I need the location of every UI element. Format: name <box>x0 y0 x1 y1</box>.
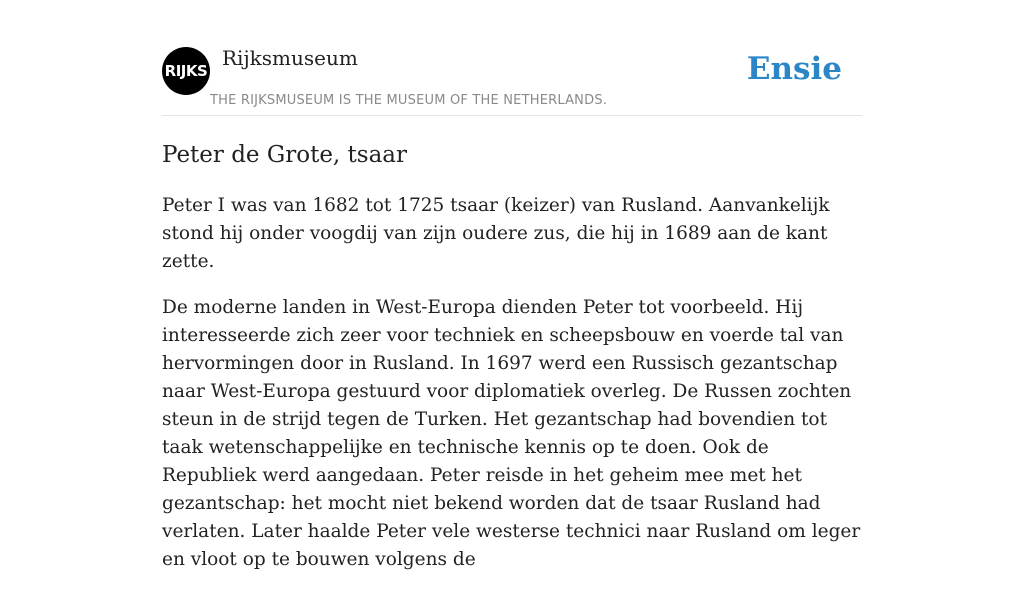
logo-text: RIJKS <box>164 62 208 80</box>
article-paragraph: De moderne landen in West-Europa dienden Peter tot voorbeeld. Hij interesseerde zich zeer voor techniek en scheepsbouw en voerde tal van hervormingen door in Rusland. In 1697 werd een Russisch gezantschap naar West-Europa gestuurd voor diplomatiek overleg. De Russen zochten steun in de strijd tegen de Turken. Het gezantschap had bovendien tot taak wetenschappelijke en technische kennis op te doen. Ook de Republiek werd aangedaan. Peter reisde in het geheim mee met het gezantschap: het mocht niet bekend worden dat de tsaar Rusland had verlaten. Later haalde Peter vele westerse technici naar Rusland om leger en vloot op te bouwen volgens de <box>162 297 861 570</box>
site-header <box>162 46 862 116</box>
site-tagline: THE RIJKSMUSEUM IS THE MUSEUM OF THE NETHERLANDS. <box>210 93 608 108</box>
article-body <box>162 192 862 592</box>
header-divider <box>162 115 862 116</box>
article-title: Peter de Grote, tsaar <box>162 142 408 168</box>
ensie-brand-link[interactable]: Ensie <box>746 51 842 87</box>
site-name-link[interactable]: Rijksmuseum <box>222 46 358 70</box>
article-paragraph: Peter I was van 1682 tot 1725 tsaar (keizer) van Rusland. Aanvankelijk stond hij onder voogdij van zijn oudere zus, die hij in 1689 aan de kant zette. <box>162 195 830 272</box>
rijks-logo[interactable] <box>162 47 210 95</box>
